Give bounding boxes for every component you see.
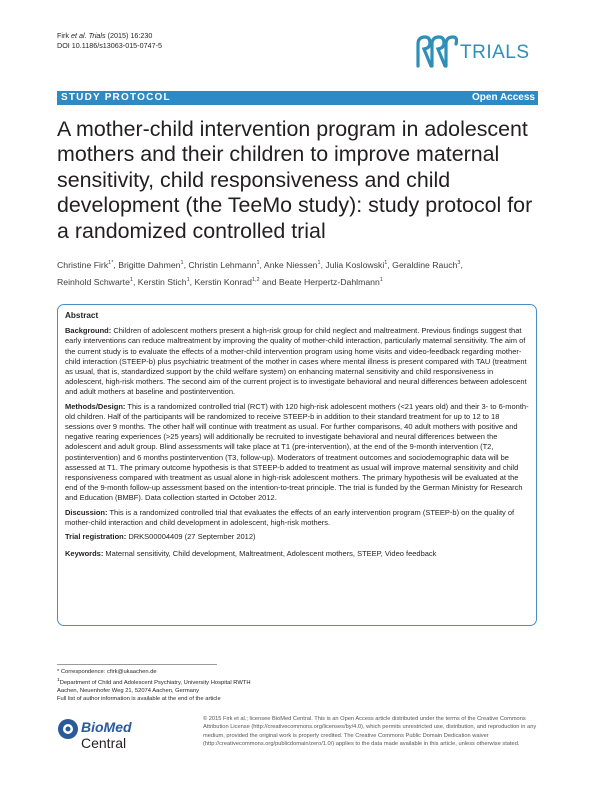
author-separator: ,: [460, 259, 463, 270]
full-list-note: Full list of author information is available at the end of the article: [57, 696, 221, 703]
keywords-label: Keywords:: [65, 549, 104, 559]
methods-label: Methods/Design:: [65, 401, 126, 411]
citation-volume: (2015) 16:230: [105, 31, 153, 40]
citation-author: Firk: [57, 31, 71, 40]
publisher-name-bold: BioMed: [81, 719, 132, 735]
background-label: Background:: [65, 326, 112, 336]
author-affiliation-sup: 1: [180, 260, 184, 266]
citation-line-1: [57, 31, 162, 41]
discussion-text: This is a randomized controlled trial that evaluates the effects of an early intervention program (STEEP-b) on the quality of mother-child interaction and child development in adolescent, high-risk mothers.: [65, 507, 515, 527]
trials-logo-icon: [414, 34, 458, 70]
author-affiliation-sup: 3: [457, 260, 461, 266]
abstract-discussion: [65, 508, 529, 528]
author-affiliation-sup: 1: [186, 276, 190, 283]
author-affiliation-sup: 1: [384, 260, 388, 266]
author-name: , Kerstin Konrad: [189, 276, 252, 287]
affiliation-text: Department of Child and Adolescent Psychiatry, University Hospital RWTH: [59, 679, 251, 686]
abstract-registration: [65, 532, 529, 542]
author-name: and Beate Herpertz-Dahlmann: [259, 276, 380, 287]
registration-label: Trial registration:: [65, 532, 127, 542]
author-name: Christine Firk: [57, 259, 109, 270]
abstract-background: [65, 326, 529, 397]
article-type-label: STUDY PROTOCOL: [61, 92, 171, 103]
author-line-2: [57, 273, 537, 290]
trials-logo[interactable]: [414, 34, 536, 70]
footnotes: [57, 668, 251, 704]
author-affiliation-sup: 1: [129, 276, 133, 283]
correspondence-line[interactable]: * Correspondence: cfirk@ukaachen.de: [57, 669, 157, 675]
author-name: , Anke Niessen: [259, 259, 318, 270]
author-list: [57, 256, 537, 290]
author-line-1: [57, 256, 537, 273]
biomed-central-icon: [57, 718, 79, 740]
author-name: , Christin Lehmann: [183, 259, 257, 270]
citation-doi: DOI 10.1186/s13063-015-0747-5: [57, 41, 162, 50]
affiliation-line-2: Aachen, Neuenhofer Weg 21, 52074 Aachen, Germany: [57, 687, 200, 694]
abstract-methods: [65, 402, 529, 504]
trials-logo-text: TRIALS: [460, 42, 530, 63]
article-title: A mother-child intervention program in adolescent mothers and their children to improve maternal sensitivity, child responsiveness and child development (the TeeMo study): study protocol for a randomized controlled trial: [57, 117, 533, 243]
biomed-central-logo[interactable]: [57, 717, 177, 751]
citation-journal: Trials: [86, 31, 106, 40]
author-name: , Kerstin Stich: [132, 276, 187, 287]
citation-block: [57, 31, 162, 51]
biomed-central-text: [81, 719, 177, 751]
footnote-divider: [57, 664, 217, 665]
abstract-heading: Abstract: [65, 311, 99, 320]
open-access-label: Open Access: [472, 92, 535, 103]
license-text: © 2015 Firk et al.; licensee BioMed Central. This is an Open Access article distributed under the terms of the Creative Commons Attribution License (http://creativecommons.org/licenses/by/4.0), which permits unrestricted use, distribution, and reproduction in any medium, provided the original work is properly credited. The Creative Commons Public Domain Dedication waiver (http://creativecommons.org/publicdomain/zero/1.0/) applies to the data made available in this article, unless otherwise stated.: [203, 716, 537, 748]
author-affiliation-sup: 1,2: [251, 276, 260, 283]
citation-etal: et al.: [70, 31, 87, 40]
abstract-box: [57, 304, 537, 626]
author-name: , Julia Koslowski: [320, 259, 385, 270]
author-affiliation-sup: 1: [256, 260, 260, 266]
author-affiliation-sup: 1: [379, 276, 383, 283]
publisher-name-rest: Central: [81, 735, 127, 751]
author-name: Reinhold Schwarte: [57, 276, 130, 287]
registration-text: DRKS00004409 (27 September 2012): [126, 532, 256, 542]
author-name: , Geraldine Rauch: [387, 259, 458, 270]
discussion-label: Discussion:: [65, 507, 108, 517]
affiliation-sup: 1: [57, 677, 60, 683]
methods-text: This is a randomized controlled trial (RCT) with 120 high-risk adolescent mothers (<21 years old) and their 3- to 6-month-old children. Half of the participants will be randomized to receive STEEP-b in addition to their standard treatment for up to 12 to 18 sessions over 9 months. The other half will continue with treatment as usual. For further comparisons, 40 adult mothers with positive and negative rearing experiences (>25 years) will additionally be recruited to investigate behavioral and neural differences between the adolescent and adult group. Blind assessments will take place at T1 (pre-intervention), at the end of the 9-month intervention (T2, postintervention) and 6 months postintervention (T3, follow-up). Moderators of treatment outcomes and sociodemographic data will be assessed at T1. The primary outcome hypothesis is that STEEP-b added to treatment as usual will improve maternal sensitivity and child responsiveness compared with treatment as usual alone in high-risk adolescent mothers. The primary hypothesis will be evaluated at the end of the 9-month follow-up assessment based on the intention-to-treat principle. The trial is funded by the German Ministry for Research and Education (BMBF). Data collection started in October 2012.: [65, 401, 529, 503]
article-type-banner: [57, 91, 538, 105]
affiliation-line-1: [57, 677, 251, 687]
author-affiliation-sup: 1: [317, 260, 321, 266]
author-affiliation-sup: 1*: [108, 260, 114, 266]
abstract-keywords: [65, 549, 529, 559]
author-name: , Brigitte Dahmen: [113, 259, 181, 270]
keywords-text: Maternal sensitivity, Child development, Maltreatment, Adolescent mothers, STEEP, Video feedback: [103, 549, 437, 559]
background-text: Children of adolescent mothers present a high-risk group for child neglect and maltreatment. Previous findings suggest that early interventions can reduce maltreatment by improving the quality of mother-child interaction, particularly maternal sensitivity. The aim of the current study is to evaluate the effects of a mother-child intervention program using home visits and video-feedback regarding mother-child interaction (STEEP-b) plus psychiatric treatment of the mother in cases where mental illness is present compared with TAU (treatment as usual, that is, standardized support by the child welfare system) on enhancing maternal sensitivity and child responsiveness in adolescent, high-risk mothers. The second aim of the current project is to investigate behavioral and neural differences between adolescent and adult mothers at baseline and postintervention.: [65, 326, 527, 397]
